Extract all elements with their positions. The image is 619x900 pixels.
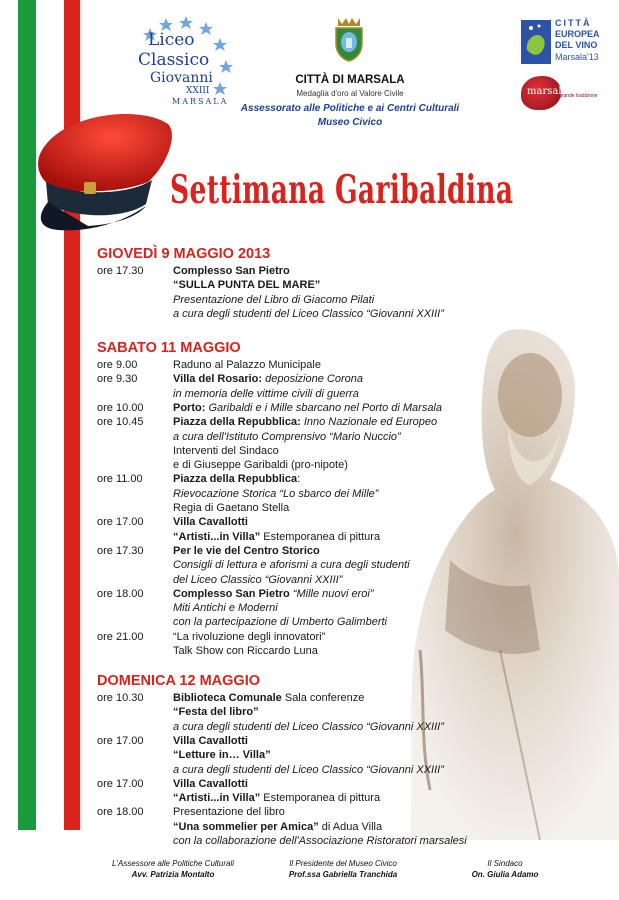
liceo-logo-line: MARSALA xyxy=(172,97,229,106)
event-time: ore 17.30 xyxy=(97,544,144,557)
liceo-logo-line: XXIII xyxy=(186,86,210,96)
event-time: ore 10.45 xyxy=(97,416,144,429)
event-text: Inno Nazionale ed Europeo xyxy=(300,416,438,429)
event-text: Villa Cavallotti xyxy=(173,516,248,529)
event-description-line xyxy=(173,706,259,719)
event-text: Piazza della Repubblica: xyxy=(173,416,301,429)
liceo-logo-line: Classico xyxy=(138,50,210,70)
event-text: Miti Antichi e Moderni xyxy=(173,602,278,615)
event-description-line xyxy=(173,473,300,486)
cev-logo-line: DEL VINO xyxy=(555,40,598,50)
event-text: e di Giuseppe Garibaldi (pro-nipote) xyxy=(173,459,348,472)
day-heading: DOMENICA 12 MAGGIO xyxy=(97,673,261,689)
event-description-line xyxy=(173,631,325,644)
event-time: ore 10.30 xyxy=(97,692,144,704)
city-name: CITTÀ DI MARSALA xyxy=(295,74,405,86)
garibaldi-cap-icon xyxy=(28,104,178,232)
event-text: a cura degli studenti del Liceo Classico “Giovanni XXIII” xyxy=(173,307,444,320)
event-text: Consigli di lettura e aforismi a cura degli studenti xyxy=(173,559,410,572)
event-description-line xyxy=(173,574,342,587)
event-time: ore 17.00 xyxy=(97,734,144,747)
signature-block xyxy=(440,858,570,880)
signature-block xyxy=(88,858,258,880)
signature-block xyxy=(258,858,428,880)
event-text: “Artisti...in Villa” xyxy=(173,792,261,805)
garibaldi-portrait-image xyxy=(390,320,619,840)
marsala-crest-icon xyxy=(332,16,366,62)
city-medal-text: Medaglia d'oro al Valore Civile xyxy=(296,89,404,98)
signature-name: Prof.ssa Gabriella Tranchida xyxy=(288,870,398,879)
event-description-line xyxy=(173,645,318,658)
event-description-line xyxy=(173,602,278,615)
marsala-brand-logo xyxy=(521,76,601,110)
signature-title: Il Sindaco xyxy=(487,859,523,868)
event-description-line xyxy=(173,402,442,415)
event-description-line xyxy=(173,749,271,762)
page-title: Settimana Garibaldina xyxy=(170,167,514,213)
event-text: : xyxy=(297,473,301,486)
event-text: Rievocazione Storica “Lo sbarco dei Mille” xyxy=(173,487,379,500)
event-text: “La rivoluzione degli innovatori” xyxy=(173,630,326,643)
event-text: Per le vie del Centro Storico xyxy=(173,544,320,557)
event-description-line xyxy=(173,279,320,292)
event-text: “Letture in… Villa” xyxy=(173,749,271,762)
event-description-line xyxy=(173,721,444,734)
event-text: “SULLA PUNTA DEL MARE” xyxy=(173,279,321,292)
event-text: deposizione Corona xyxy=(262,373,363,386)
event-description-line xyxy=(173,373,363,386)
event-description-line xyxy=(173,792,380,805)
event-text: Complesso San Pietro xyxy=(173,587,290,600)
event-text: Estemporanea di pittura xyxy=(260,530,381,543)
event-description-line xyxy=(173,545,320,558)
event-text: Piazza della Repubblica xyxy=(173,473,298,486)
event-text: “Mille nuovi eroi” xyxy=(289,587,374,600)
day-heading: GIOVEDÌ 9 MAGGIO 2013 xyxy=(97,246,271,262)
event-description-line xyxy=(173,559,410,572)
event-text: Sala conferenze xyxy=(281,692,365,704)
event-description-line xyxy=(173,294,374,307)
event-text: Villa Cavallotti xyxy=(173,777,248,790)
event-text: Porto: xyxy=(173,401,206,414)
event-description-line xyxy=(173,806,285,819)
event-time: ore 9.00 xyxy=(97,359,138,371)
marsala-logo-word: marsala xyxy=(527,86,568,97)
event-text: Presentazione del libro xyxy=(173,806,285,819)
event-description-line xyxy=(173,416,437,429)
event-text: Raduno al Palazzo Municipale xyxy=(173,359,321,371)
day-heading: SABATO 11 MAGGIO xyxy=(97,340,241,356)
cev-logo-line: Marsala'13 xyxy=(555,52,599,62)
liceo-logo-line: Giovanni xyxy=(150,70,213,86)
event-text: con la partecipazione di Umberto Galimberti xyxy=(173,616,387,629)
cev-logo-line: EUROPEA xyxy=(555,29,600,39)
event-text: Talk Show con Riccardo Luna xyxy=(173,645,318,657)
event-description-line xyxy=(173,835,467,848)
event-description-line xyxy=(173,431,401,444)
event-text: a cura degli studenti del Liceo Classico “Giovanni XXIII” xyxy=(173,720,444,733)
event-description-line xyxy=(173,502,289,515)
event-description-line xyxy=(173,445,279,458)
event-text: Villa del Rosario: xyxy=(173,373,263,386)
event-text: Regia di Gaetano Stella xyxy=(173,502,290,514)
signature-name: On. Giulia Adamo xyxy=(471,870,539,879)
event-time: ore 17.00 xyxy=(97,777,144,790)
event-description-line xyxy=(173,308,444,321)
event-text: Villa Cavallotti xyxy=(173,734,248,747)
event-description-line xyxy=(173,588,374,601)
event-description-line xyxy=(173,778,248,791)
event-description-line xyxy=(173,735,248,748)
event-text: Presentazione del Libro di Giacomo Pilati xyxy=(173,293,375,306)
event-text: Garibaldi e i Mille sbarcano nel Porto di Marsala xyxy=(205,401,442,414)
event-time: ore 10.00 xyxy=(97,401,144,414)
event-text: a cura degli studenti del Liceo Classico “Giovanni XXIII” xyxy=(173,763,444,776)
event-description-line xyxy=(173,821,382,834)
assessorato-text: Assessorato alle Politiche e ai Centri Culturali xyxy=(240,103,460,114)
event-time: ore 18.00 xyxy=(97,806,144,819)
museo-text: Museo Civico xyxy=(317,117,383,128)
event-description-line xyxy=(173,459,348,472)
event-description-line xyxy=(173,516,248,529)
event-description-line xyxy=(173,388,359,401)
event-time: ore 21.00 xyxy=(97,630,144,643)
event-text: “Artisti...in Villa” xyxy=(173,530,261,543)
liceo-classico-logo xyxy=(130,14,240,106)
event-description-line xyxy=(173,764,444,777)
liceo-logo-line: Liceo xyxy=(148,30,195,50)
citta-europea-del-vino-logo xyxy=(521,18,611,66)
signature-title: L'Assessore alle Politiche Culturali xyxy=(111,859,235,868)
event-description-line xyxy=(173,692,364,705)
event-description-line xyxy=(173,531,380,544)
marsala-logo-sub: grande tradizione xyxy=(559,93,598,99)
event-text: “Una sommelier per Amica” xyxy=(173,820,319,833)
signature-name: Avv. Patrizia Montalto xyxy=(131,870,215,879)
event-description-line xyxy=(173,616,387,629)
event-description-line xyxy=(173,488,378,501)
grape-leaf-icon xyxy=(521,20,551,64)
event-description-line xyxy=(173,359,321,372)
event-text: in memoria delle vittime civili di guerra xyxy=(173,387,359,400)
event-text: del Liceo Classico “Giovanni XXIII” xyxy=(173,573,343,586)
signature-title: Il Presidente del Museo Civico xyxy=(289,859,397,868)
event-text: Complesso San Pietro xyxy=(173,265,290,277)
event-text: Interventi del Sindaco xyxy=(173,444,279,457)
event-time: ore 18.00 xyxy=(97,587,144,600)
event-text: con la collaborazione dell'Associazione Ristoratori marsalesi xyxy=(173,835,467,847)
event-time: ore 17.00 xyxy=(97,516,144,529)
event-text: Estemporanea di pittura xyxy=(260,792,381,805)
event-text: a cura dell'Istituto Comprensivo “Mario Nuccio” xyxy=(173,430,401,443)
event-text: Biblioteca Comunale xyxy=(173,692,282,704)
event-description-line xyxy=(173,265,290,278)
event-time: ore 17.30 xyxy=(97,265,144,277)
event-time: ore 9.30 xyxy=(97,373,138,386)
event-text: “Festa del libro” xyxy=(173,706,259,719)
cev-logo-line: CITTÀ xyxy=(555,18,592,28)
event-time: ore 11.00 xyxy=(97,473,143,486)
event-text: di Adua Villa xyxy=(318,820,383,833)
